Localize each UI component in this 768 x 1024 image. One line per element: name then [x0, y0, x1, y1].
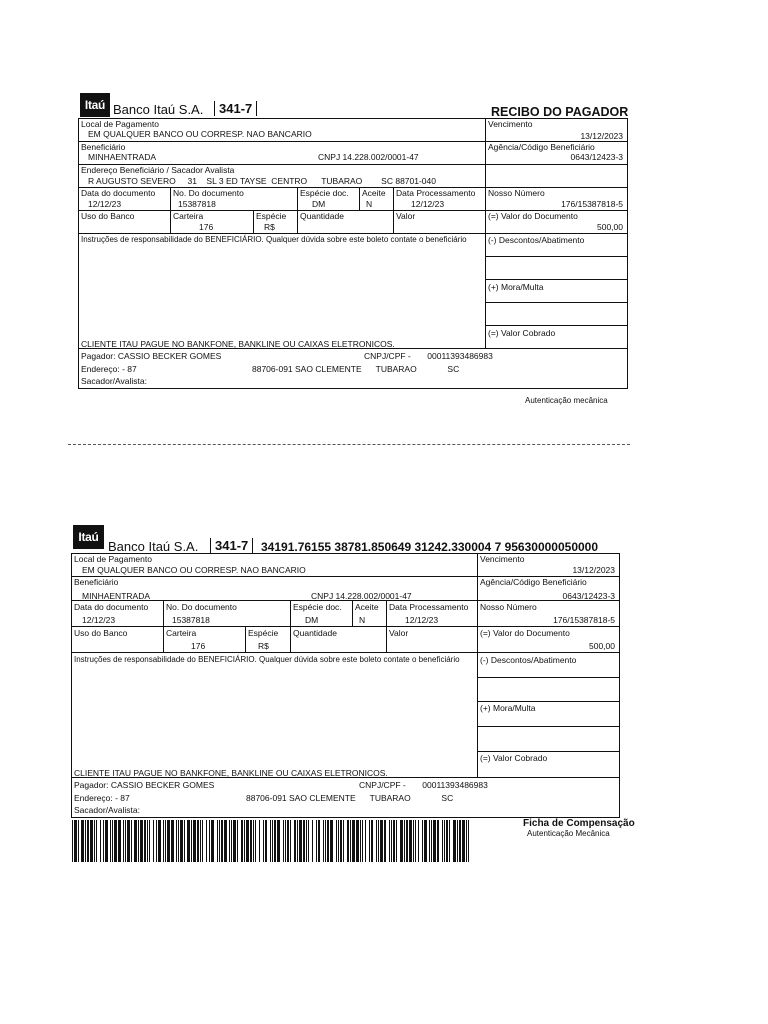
data-processamento: 12/12/23: [405, 615, 439, 625]
aceite-label: Aceite: [362, 188, 386, 198]
valor-label: Valor: [389, 628, 409, 638]
aceite: N: [366, 199, 373, 209]
aceite: N: [359, 615, 366, 625]
especie-label: Espécie: [256, 211, 287, 221]
endereco-pagador: Endereço: - 87: [81, 364, 137, 374]
data-processamento-label: Data Processamento: [389, 602, 469, 612]
itau-logo: Itaú: [73, 525, 104, 549]
carteira-label: Carteira: [166, 628, 197, 638]
beneficiario-label: Beneficiário: [74, 577, 119, 587]
bank-name: Banco Itaú S.A.: [113, 102, 204, 117]
barcode: [72, 820, 472, 862]
cnpj-beneficiario: CNPJ 14.228.002/0001-47: [318, 152, 419, 162]
endereco-pagador: Endereço: - 87: [74, 793, 130, 803]
autenticacao-mecanica: Autenticação mecânica: [525, 396, 608, 405]
valor-documento-label: (=) Valor do Documento: [488, 211, 578, 221]
cnpj-cpf: CNPJ/CPF - 00011393486983: [364, 351, 493, 361]
valor-documento: 500,00: [589, 641, 615, 651]
ficha-compensacao: Ficha de Compensação: [523, 818, 635, 829]
aceite-label: Aceite: [355, 602, 379, 612]
data-documento-label: Data do documento: [81, 188, 156, 198]
nosso-numero: 176/15387818-5: [561, 199, 623, 209]
data-processamento-label: Data Processamento: [396, 188, 476, 198]
cliente-message: CLIENTE ITAU PAGUE NO BANKFONE, BANKLINE OU CAIXAS ELETRONICOS.: [74, 768, 388, 778]
especie-label: Espécie: [248, 628, 279, 638]
agencia-label: Agência/Código Beneficiário: [488, 142, 595, 152]
carteira: 176: [199, 222, 214, 232]
valor-cobrado-label: (=) Valor Cobrado: [488, 328, 556, 338]
sacador-avalista: Sacador/Avalista:: [74, 805, 140, 815]
valor-documento-label: (=) Valor do Documento: [480, 628, 570, 638]
vencimento-label: Vencimento: [480, 554, 525, 564]
valor-cobrado-label: (=) Valor Cobrado: [480, 753, 548, 763]
vencimento-label: Vencimento: [488, 119, 533, 129]
barcode-bar: [468, 820, 469, 862]
cliente-message: CLIENTE ITAU PAGUE NO BANKFONE, BANKLINE OU CAIXAS ELETRONICOS.: [81, 339, 395, 349]
nosso-numero-label: Nosso Número: [480, 602, 537, 612]
especie: R$: [264, 222, 275, 232]
vencimento: 13/12/2023: [572, 565, 615, 575]
carteira-label: Carteira: [173, 211, 204, 221]
cnpj-beneficiario: CNPJ 14.228.002/0001-47: [311, 591, 412, 601]
agencia-label: Agência/Código Beneficiário: [480, 577, 587, 587]
no-documento-label: No. Do documento: [173, 188, 244, 198]
especie: R$: [258, 641, 269, 651]
local-pagamento: EM QUALQUER BANCO OU CORRESP. NAO BANCARIO: [82, 565, 306, 575]
nosso-numero-label: Nosso Número: [488, 188, 545, 198]
local-pagamento-label: Local de Pagamento: [81, 119, 159, 129]
endereco-beneficiario: R AUGUSTO SEVERO 31 SL 3 ED TAYSE CENTRO TUBARAO SC 88701-040: [88, 176, 436, 186]
instrucoes-label: Instruções de responsabilidade do BENEFICIÁRIO. Qualquer dúvida sobre este boleto contate o beneficiário: [74, 655, 460, 664]
no-documento-label: No. Do documento: [166, 602, 237, 612]
especie-doc: DM: [312, 199, 326, 209]
cut-line: [68, 444, 630, 445]
descontos-label: (-) Descontos/Abatimento: [488, 235, 585, 245]
mora-label: (+) Mora/Multa: [480, 703, 536, 713]
nosso-numero: 176/15387818-5: [553, 615, 615, 625]
vencimento: 13/12/2023: [580, 131, 623, 141]
especie-doc-label: Espécie doc.: [293, 602, 342, 612]
valor-label: Valor: [396, 211, 416, 221]
data-documento: 12/12/23: [88, 199, 122, 209]
data-documento: 12/12/23: [82, 615, 116, 625]
autenticacao-mecanica: Autenticação Mecânica: [527, 829, 610, 838]
itau-logo: Itaú: [80, 93, 110, 117]
no-documento: 15387818: [178, 199, 216, 209]
sacador-avalista: Sacador/Avalista:: [81, 376, 147, 386]
bank-code: 341-7: [210, 538, 253, 553]
valor-documento: 500,00: [597, 222, 623, 232]
quantidade-label: Quantidade: [293, 628, 337, 638]
agencia: 0643/12423-3: [570, 152, 623, 162]
endereco-cidade: 88706-091 SAO CLEMENTE TUBARAO SC: [246, 793, 454, 803]
linha-digitavel: 34191.76155 38781.850649 31242.330004 7 95630000050000: [261, 540, 599, 554]
especie-doc-label: Espécie doc.: [300, 188, 349, 198]
uso-banco-label: Uso do Banco: [74, 628, 128, 638]
endereco-beneficiario-label: Endereço Beneficiário / Sacador Avalista: [81, 165, 235, 175]
beneficiario: MINHAENTRADA: [88, 152, 157, 162]
beneficiario-label: Beneficiário: [81, 142, 126, 152]
data-processamento: 12/12/23: [411, 199, 445, 209]
descontos-label: (-) Descontos/Abatimento: [480, 655, 577, 665]
mora-label: (+) Mora/Multa: [488, 282, 544, 292]
local-pagamento-label: Local de Pagamento: [74, 554, 152, 564]
bank-name: Banco Itaú S.A.: [108, 539, 199, 554]
no-documento: 15387818: [172, 615, 210, 625]
receipt-title: RECIBO DO PAGADOR: [491, 105, 629, 119]
instrucoes-label: Instruções de responsabilidade do BENEFICIÁRIO. Qualquer dúvida sobre este boleto contate o beneficiário: [81, 235, 467, 244]
carteira: 176: [191, 641, 206, 651]
uso-banco-label: Uso do Banco: [81, 211, 135, 221]
data-documento-label: Data do documento: [74, 602, 149, 612]
quantidade-label: Quantidade: [300, 211, 344, 221]
pagador: Pagador: CASSIO BECKER GOMES: [81, 351, 222, 361]
especie-doc: DM: [305, 615, 319, 625]
agencia: 0643/12423-3: [562, 591, 615, 601]
endereco-cidade: 88706-091 SAO CLEMENTE TUBARAO SC: [252, 364, 460, 374]
pagador: Pagador: CASSIO BECKER GOMES: [74, 780, 215, 790]
beneficiario: MINHAENTRADA: [82, 591, 151, 601]
local-pagamento: EM QUALQUER BANCO OU CORRESP. NAO BANCARIO: [88, 129, 312, 139]
cnpj-cpf: CNPJ/CPF - 00011393486983: [359, 780, 488, 790]
bank-code: 341-7: [214, 101, 257, 116]
